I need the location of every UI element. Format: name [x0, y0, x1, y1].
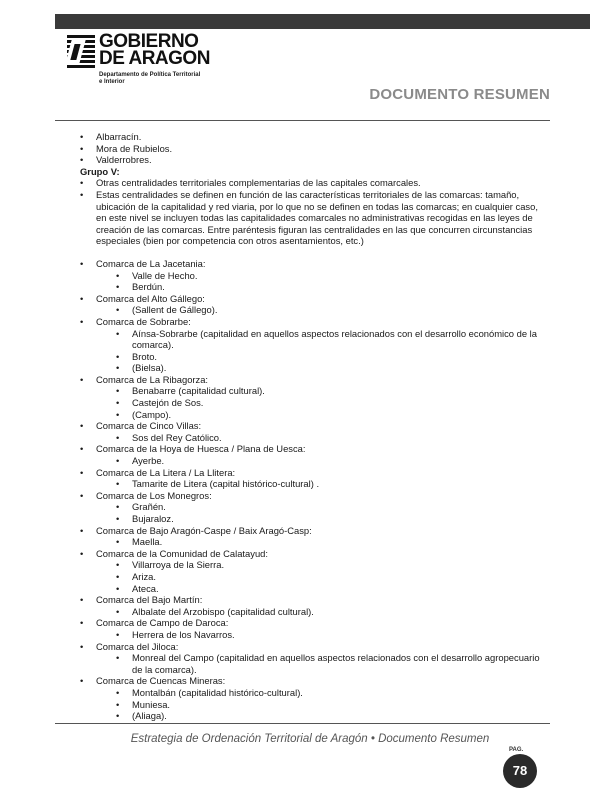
- footer-title: Estrategia de Ordenación Territorial de Aragón • Documento Resumen: [130, 733, 490, 745]
- list-item: • Bujaraloz.: [96, 513, 540, 525]
- list-item: • Valle de Hecho.: [96, 270, 540, 282]
- logo-wordmark: GOBIERNO DE ARAGON: [99, 31, 210, 69]
- list-item: • Albalate del Arzobispo (capitalidad cultural).: [96, 606, 540, 618]
- list-item: • (Bielsa).: [96, 362, 540, 374]
- list-item: • (Campo).: [96, 409, 540, 421]
- list-item: • Otras centralidades territoriales complementarias de las capitales comarcales.: [80, 177, 540, 189]
- comarca-item: • Comarca del Bajo Martín: • Albalate del Arzobispo (capitalidad cultural).: [80, 594, 540, 617]
- list-item: • Ariza.: [96, 571, 540, 583]
- list-item: • Sos del Rey Católico.: [96, 432, 540, 444]
- comarca-item: • Comarca de Los Monegros: • Grañén. • Bujaraloz.: [80, 490, 540, 525]
- list-item: • (Sallent de Gállego).: [96, 304, 540, 316]
- document-body: [80, 131, 540, 722]
- list-item: • Muniesa.: [96, 699, 540, 711]
- comarca-item: • Comarca de La Jacetania: • Valle de Hecho. • Berdún.: [80, 258, 540, 293]
- comarca-item: • Comarca de Campo de Daroca: • Herrera de los Navarros.: [80, 617, 540, 640]
- document-title: DOCUMENTO RESUMEN: [369, 86, 550, 103]
- list-item: • Castejón de Sos.: [96, 397, 540, 409]
- list-item: • Broto.: [96, 351, 540, 363]
- list-item: • Berdún.: [96, 281, 540, 293]
- list-item: • Maella.: [96, 536, 540, 548]
- logo-stripes-icon: [67, 35, 95, 69]
- list-item: • Tamarite de Litera (capital histórico-cultural) .: [96, 478, 540, 490]
- comarca-item: • Comarca de la Comunidad de Calatayud: • Villarroya de la Sierra. • Ariza. • Ateca.: [80, 548, 540, 594]
- list-item: • Mora de Rubielos.: [80, 143, 540, 155]
- list-item: • Estas centralidades se definen en función de las características territoriales de las comarcas: tamaño, ubicación de la capitalidad y red viaria, por lo que no se definen en todas las comarcas; en cualquier caso, en este nivel se incluyen todas las capitalidades comarcales no administrativas recogidas en las leyes de creación de las comarcas. Entre paréntesis figuran las centralidades en las que concurren circunstancias especiales (bien por competencia con otros asentamientos, etc.): [80, 189, 540, 247]
- comarca-item: • Comarca de La Ribagorza: • Benabarre (capitalidad cultural). • Castejón de Sos. • (Campo).: [80, 374, 540, 420]
- comarca-item: • Comarca de Cuencas Mineras: • Montalbán (capitalidad histórico-cultural). • Muniesa. • (Aliaga).: [80, 675, 540, 721]
- department-name: Departamento de Política Territorial e Interior: [99, 72, 201, 85]
- comarca-list: [80, 258, 540, 722]
- comarca-item: • Comarca de Cinco Villas: • Sos del Rey Católico.: [80, 420, 540, 443]
- list-item: • (Aliaga).: [96, 710, 540, 722]
- intro-list: [80, 131, 540, 166]
- page-number: 78: [503, 754, 537, 788]
- comarca-item: • Comarca de Bajo Aragón-Caspe / Baix Aragó-Casp: • Maella.: [80, 525, 540, 548]
- header-divider: [55, 120, 550, 121]
- page-label: PAG.: [509, 747, 524, 753]
- list-item: • Villarroya de la Sierra.: [96, 559, 540, 571]
- comarca-item: • Comarca de La Litera / La Llitera: • Tamarite de Litera (capital histórico-cultural) .: [80, 467, 540, 490]
- comarca-item: • Comarca de Sobrarbe: • Aínsa-Sobrarbe (capitalidad en aquellos aspectos relacionados con el desarrollo económico de la comarca). • Broto. • (Bielsa).: [80, 316, 540, 374]
- list-item: • Aínsa-Sobrarbe (capitalidad en aquellos aspectos relacionados con el desarrollo económico de la comarca).: [96, 328, 540, 351]
- list-item: • Herrera de los Navarros.: [96, 629, 540, 641]
- group-list: [80, 177, 540, 247]
- list-item: • Albarracín.: [80, 131, 540, 143]
- list-item: • Valderrobres.: [80, 154, 540, 166]
- list-item: • Benabarre (capitalidad cultural).: [96, 385, 540, 397]
- list-item: • Monreal del Campo (capitalidad en aquellos aspectos relacionados con el desarrollo agropecuario de la comarca).: [96, 652, 540, 675]
- list-item: • Grañén.: [96, 501, 540, 513]
- comarca-item: • Comarca de la Hoya de Huesca / Plana de Uesca: • Ayerbe.: [80, 443, 540, 466]
- comarca-item: • Comarca del Alto Gállego: • (Sallent de Gállego).: [80, 293, 540, 316]
- header-bar: [55, 14, 590, 29]
- list-item: • Ateca.: [96, 583, 540, 595]
- gobierno-aragon-logo: [67, 33, 247, 89]
- list-item: • Montalbán (capitalidad histórico-cultural).: [96, 687, 540, 699]
- footer-divider: [55, 723, 550, 724]
- group-heading: Grupo V:: [80, 165, 120, 177]
- list-item: • Ayerbe.: [96, 455, 540, 467]
- comarca-item: • Comarca del Jiloca: • Monreal del Campo (capitalidad en aquellos aspectos relacionados con el desarrollo agropecuario de la comarca).: [80, 641, 540, 676]
